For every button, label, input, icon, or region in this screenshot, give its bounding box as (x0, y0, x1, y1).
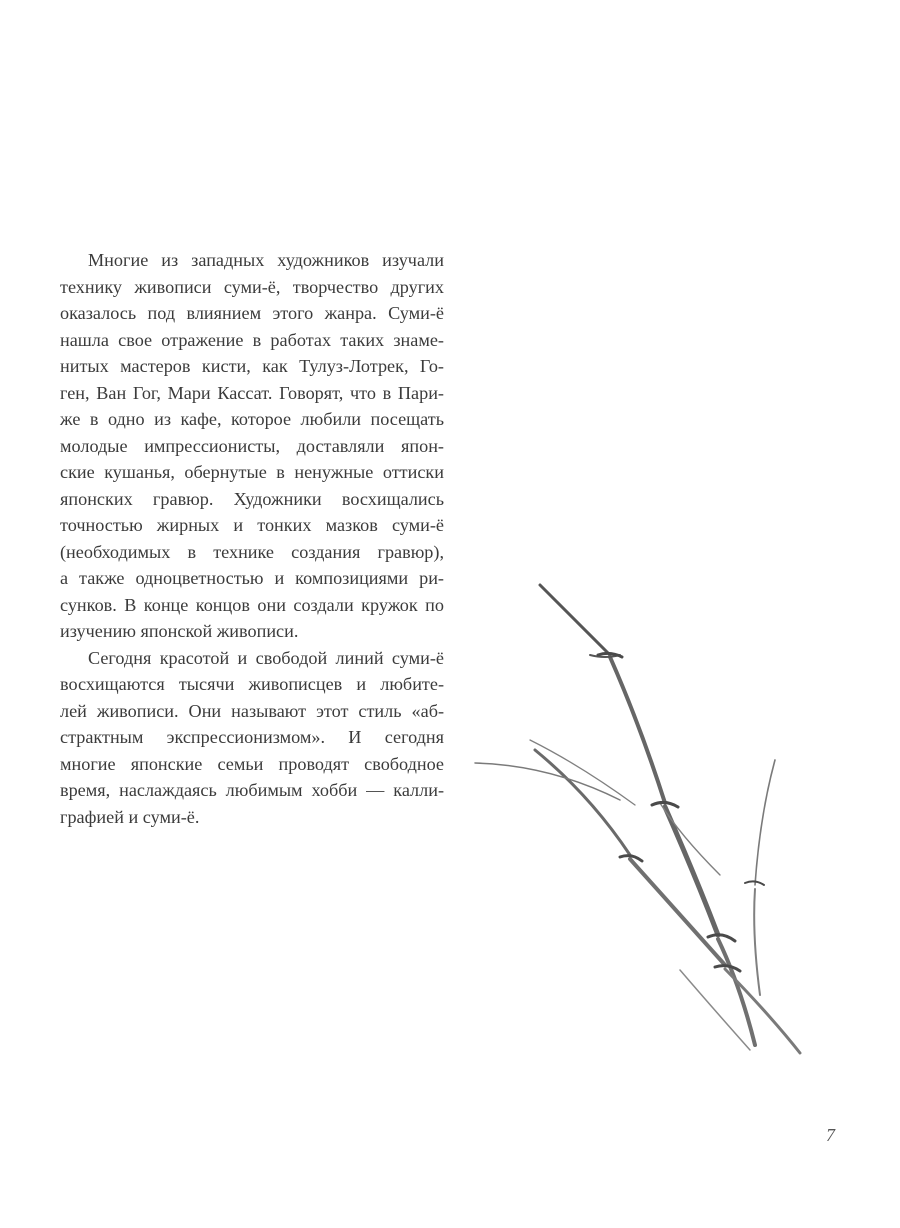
page-number: 7 (826, 1125, 835, 1145)
bamboo-main-stalk (665, 807, 718, 935)
bamboo-node (708, 935, 735, 941)
text-line: лей живописи. Они называют этот стиль «аб- (60, 700, 444, 721)
text-line: изучению японской живописи. (60, 621, 299, 641)
text-line: (необходимых в технике создания гравюр), (60, 541, 444, 562)
bamboo-second-stalk (535, 750, 630, 855)
text-line: оказалось под влиянием этого жанра. Суми-ё (60, 303, 444, 323)
text-line: молодые импрессионисты, доставляли япон- (60, 435, 444, 456)
bamboo-second-stalk (725, 969, 800, 1053)
bamboo-strokes (475, 585, 800, 1053)
text-line: же в одно из кафе, которое любили посещать (60, 409, 444, 429)
bamboo-twig (755, 760, 775, 885)
text-line: сунков. В конце концов они создали кружок по (60, 594, 444, 615)
text-line: нитых мастеров кисти, как Тулуз-Лотрек, Го- (60, 356, 444, 376)
bamboo-main-stalk (610, 657, 665, 803)
body-text (60, 247, 444, 830)
text-line: восхищаются тысячи живописцев и любите- (60, 674, 444, 694)
bamboo-twig (475, 763, 620, 800)
text-line: Сегодня красотой и свободой линий суми-ё (88, 647, 444, 668)
bamboo-main-stalk (718, 939, 755, 1045)
text-line: точностью жирных и тонких мазков суми-ё (60, 515, 444, 535)
text-line: ген, Ван Гог, Мари Кассат. Говорят, что в Пари- (60, 382, 444, 403)
text-line: страктным экспрессионизмом». И сегодня (60, 727, 444, 747)
text-line: технику живописи суми-ё, творчество других (60, 276, 444, 297)
paragraph-1 (60, 247, 444, 645)
text-line: ские кушанья, обернутые в ненужные оттиски (60, 462, 444, 482)
text-line: Многие из западных художников изучали (88, 250, 444, 270)
bamboo-twig (754, 889, 760, 995)
text-line: графией и суми-ё. (60, 806, 200, 827)
paragraph-2 (60, 645, 444, 831)
bamboo-main-stalk (540, 585, 610, 655)
text-line: многие японские семьи проводят свободное (60, 753, 444, 774)
text-line: время, наслаждаясь любимым хобби — калли- (60, 780, 444, 800)
text-line: нашла свое отражение в работах таких знаме- (60, 329, 444, 350)
text-line: а также одноцветностью и композициями ри- (60, 568, 444, 588)
text-line: японских гравюр. Художники восхищались (60, 488, 444, 509)
bamboo-branch-ink-painting-icon (470, 575, 830, 1065)
